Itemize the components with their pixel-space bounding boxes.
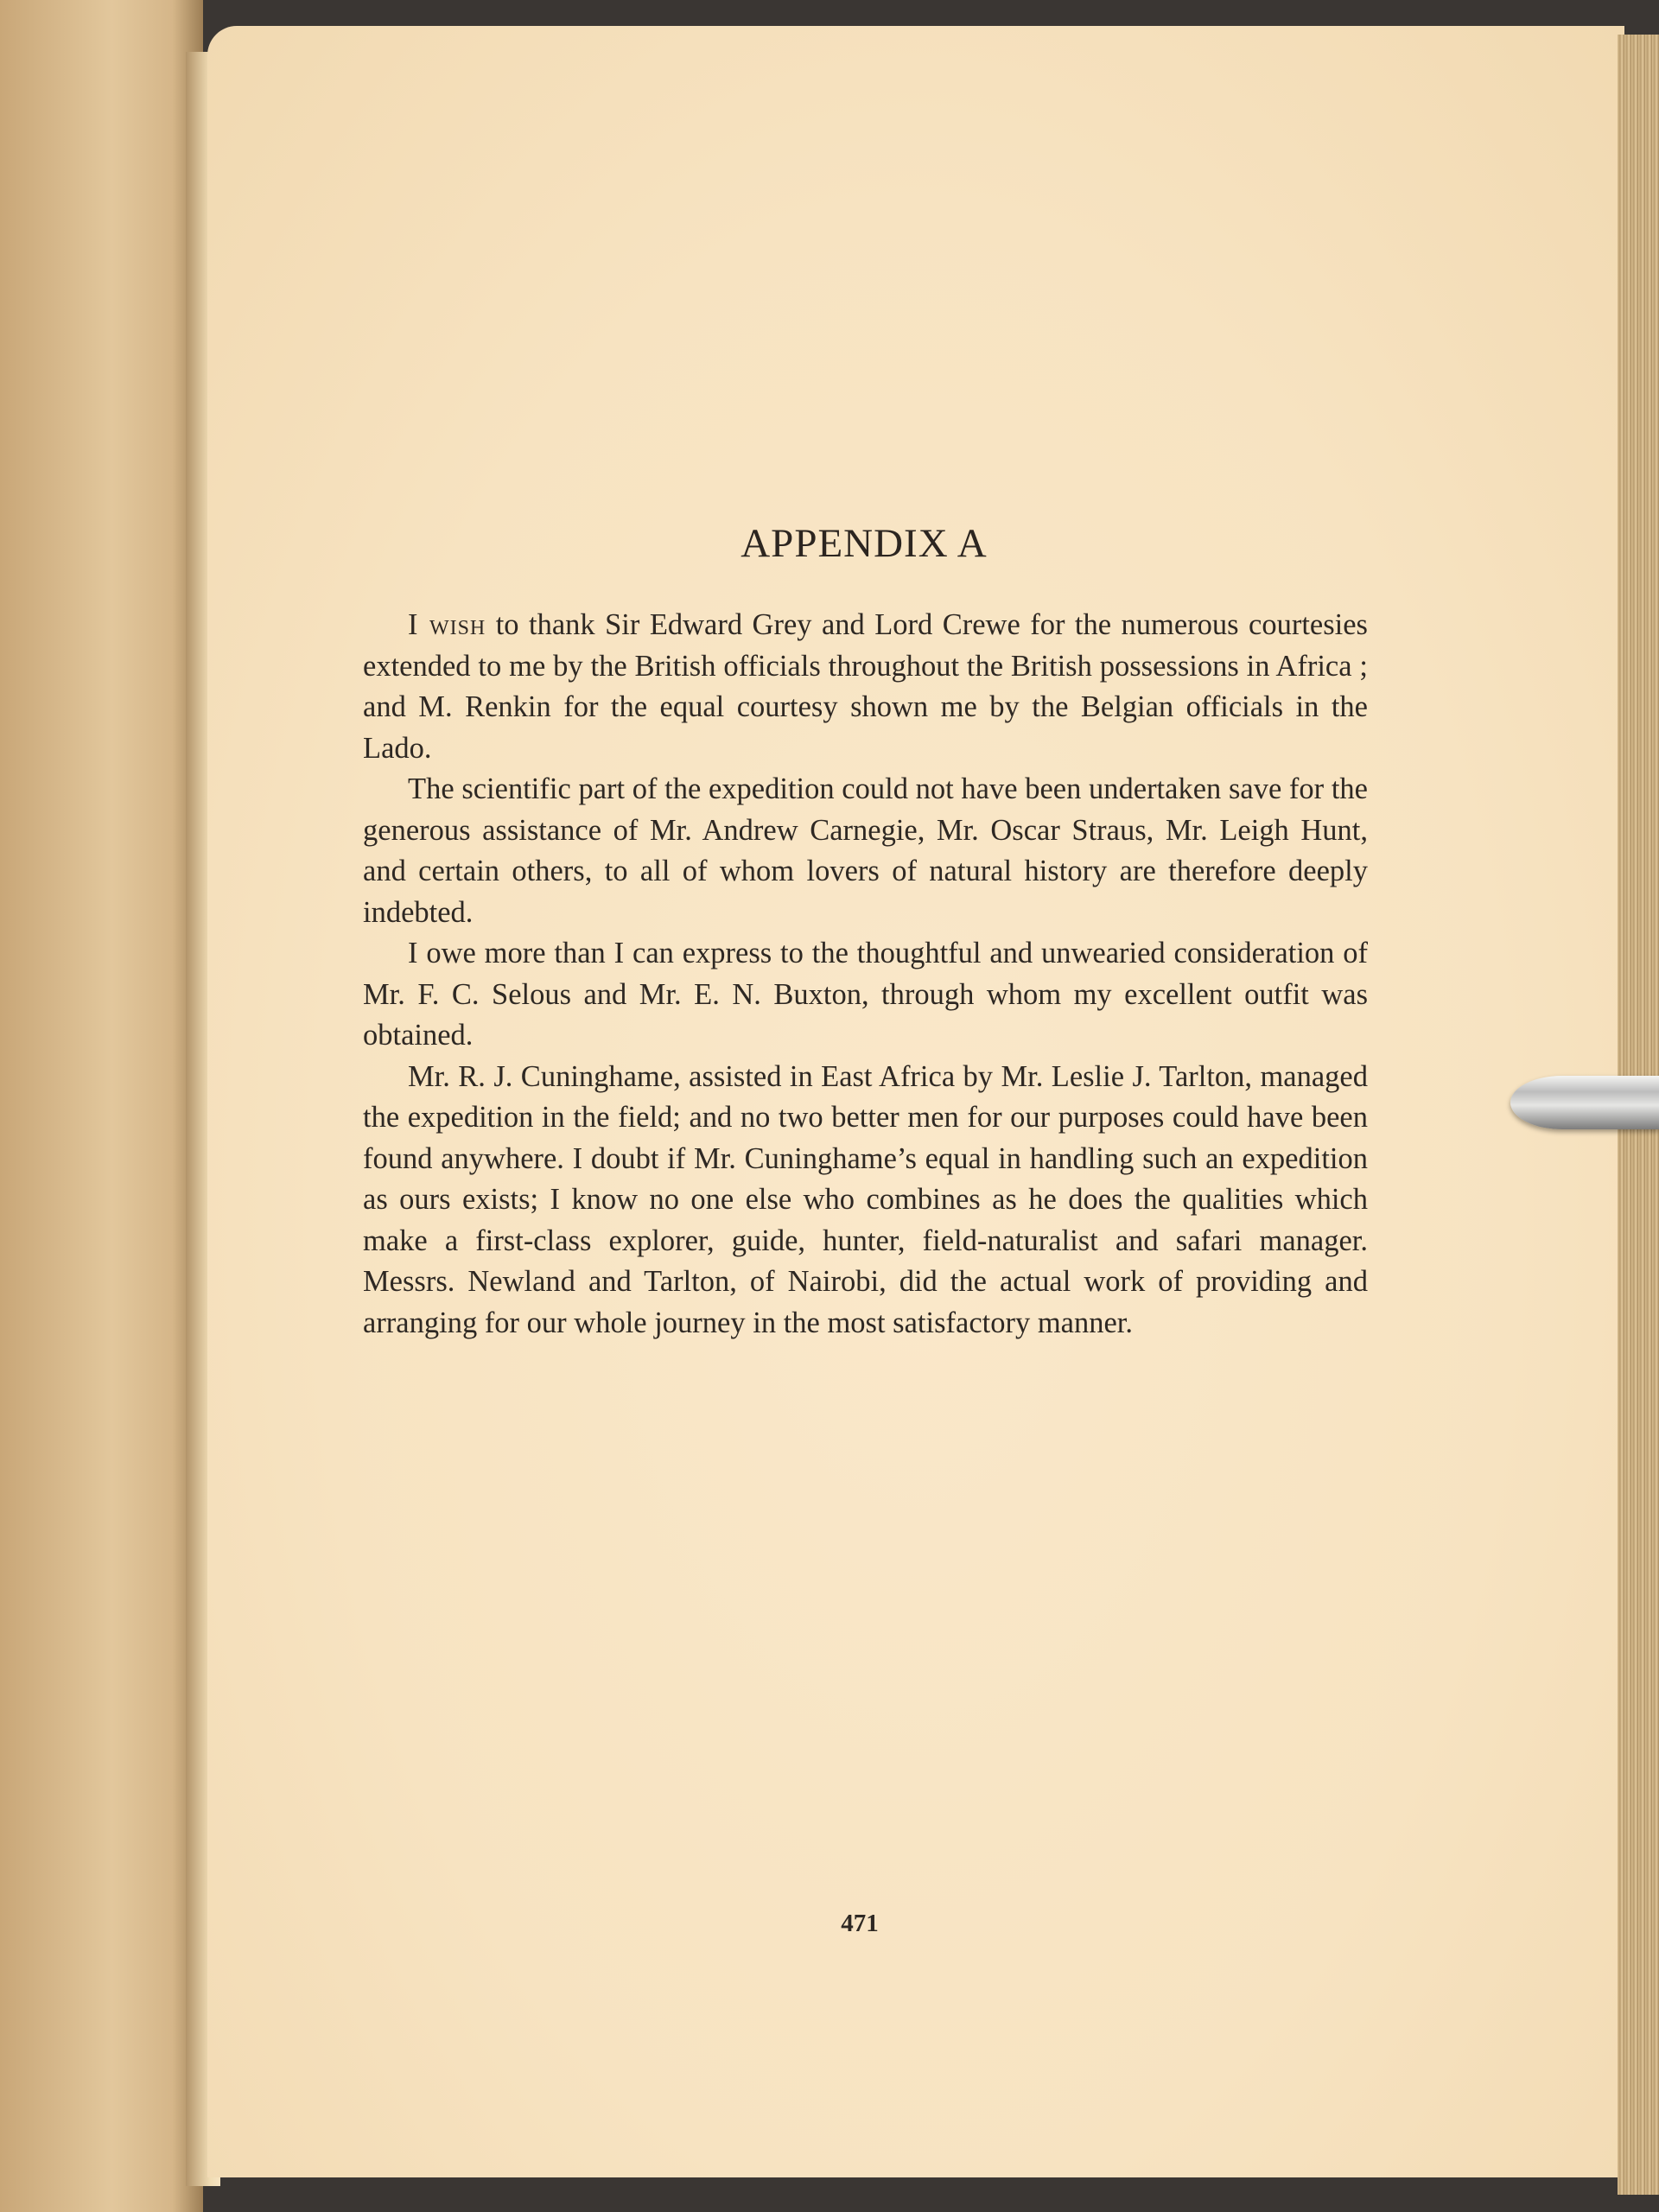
paragraph-3: I owe more than I can express to the thoughtful and unwearied consideration of Mr. F. C. Selous and Mr. E. N. Buxton, through whom my excellent outfit was obtained. [363,937,1368,1052]
page-number: 471 [841,1910,879,1937]
appendix-title: APPENDIX A [741,521,988,566]
paragraph-text: to thank Sir Edward Grey and Lord Crewe for the numerous courtesies extended to me by the British officials throughout the British possessions in Africa ; and M. Renkin for the equal courtesy shown me by the Belgian officials in the Lado. [363,608,1368,765]
paragraph-2: The scientific part of the expedition could not have been undertaken save for the generous assistance of Mr. Andrew Carnegie, Mr. Oscar Straus, Mr. Leigh Hunt, and certain others, to all of whom lovers of natural history are therefore deeply indebted. [363,772,1368,929]
pen-clip-icon [1510,1076,1659,1129]
paragraph-lead: I wish [408,608,486,641]
appendix-body [363,605,1368,1344]
paragraph-1 [363,605,1368,769]
left-facing-page [0,0,203,2212]
paragraph-4: Mr. R. J. Cuninghame, assisted in East Africa by Mr. Leslie J. Tarlton, managed the expedition in the field; and no two better men for our purposes could have been found anywhere. I doubt if Mr. Cuninghame’s equal in handling such an expedition as ours exists; I know no one else who combines as he does the qualities which make a first-class explorer, guide, hunter, field-naturalist and safari manager. Messrs. Newland and Tarlton, of Nairobi, did the actual work of providing and arranging for our whole journey in the most satisfactory manner. [363,1059,1368,1339]
